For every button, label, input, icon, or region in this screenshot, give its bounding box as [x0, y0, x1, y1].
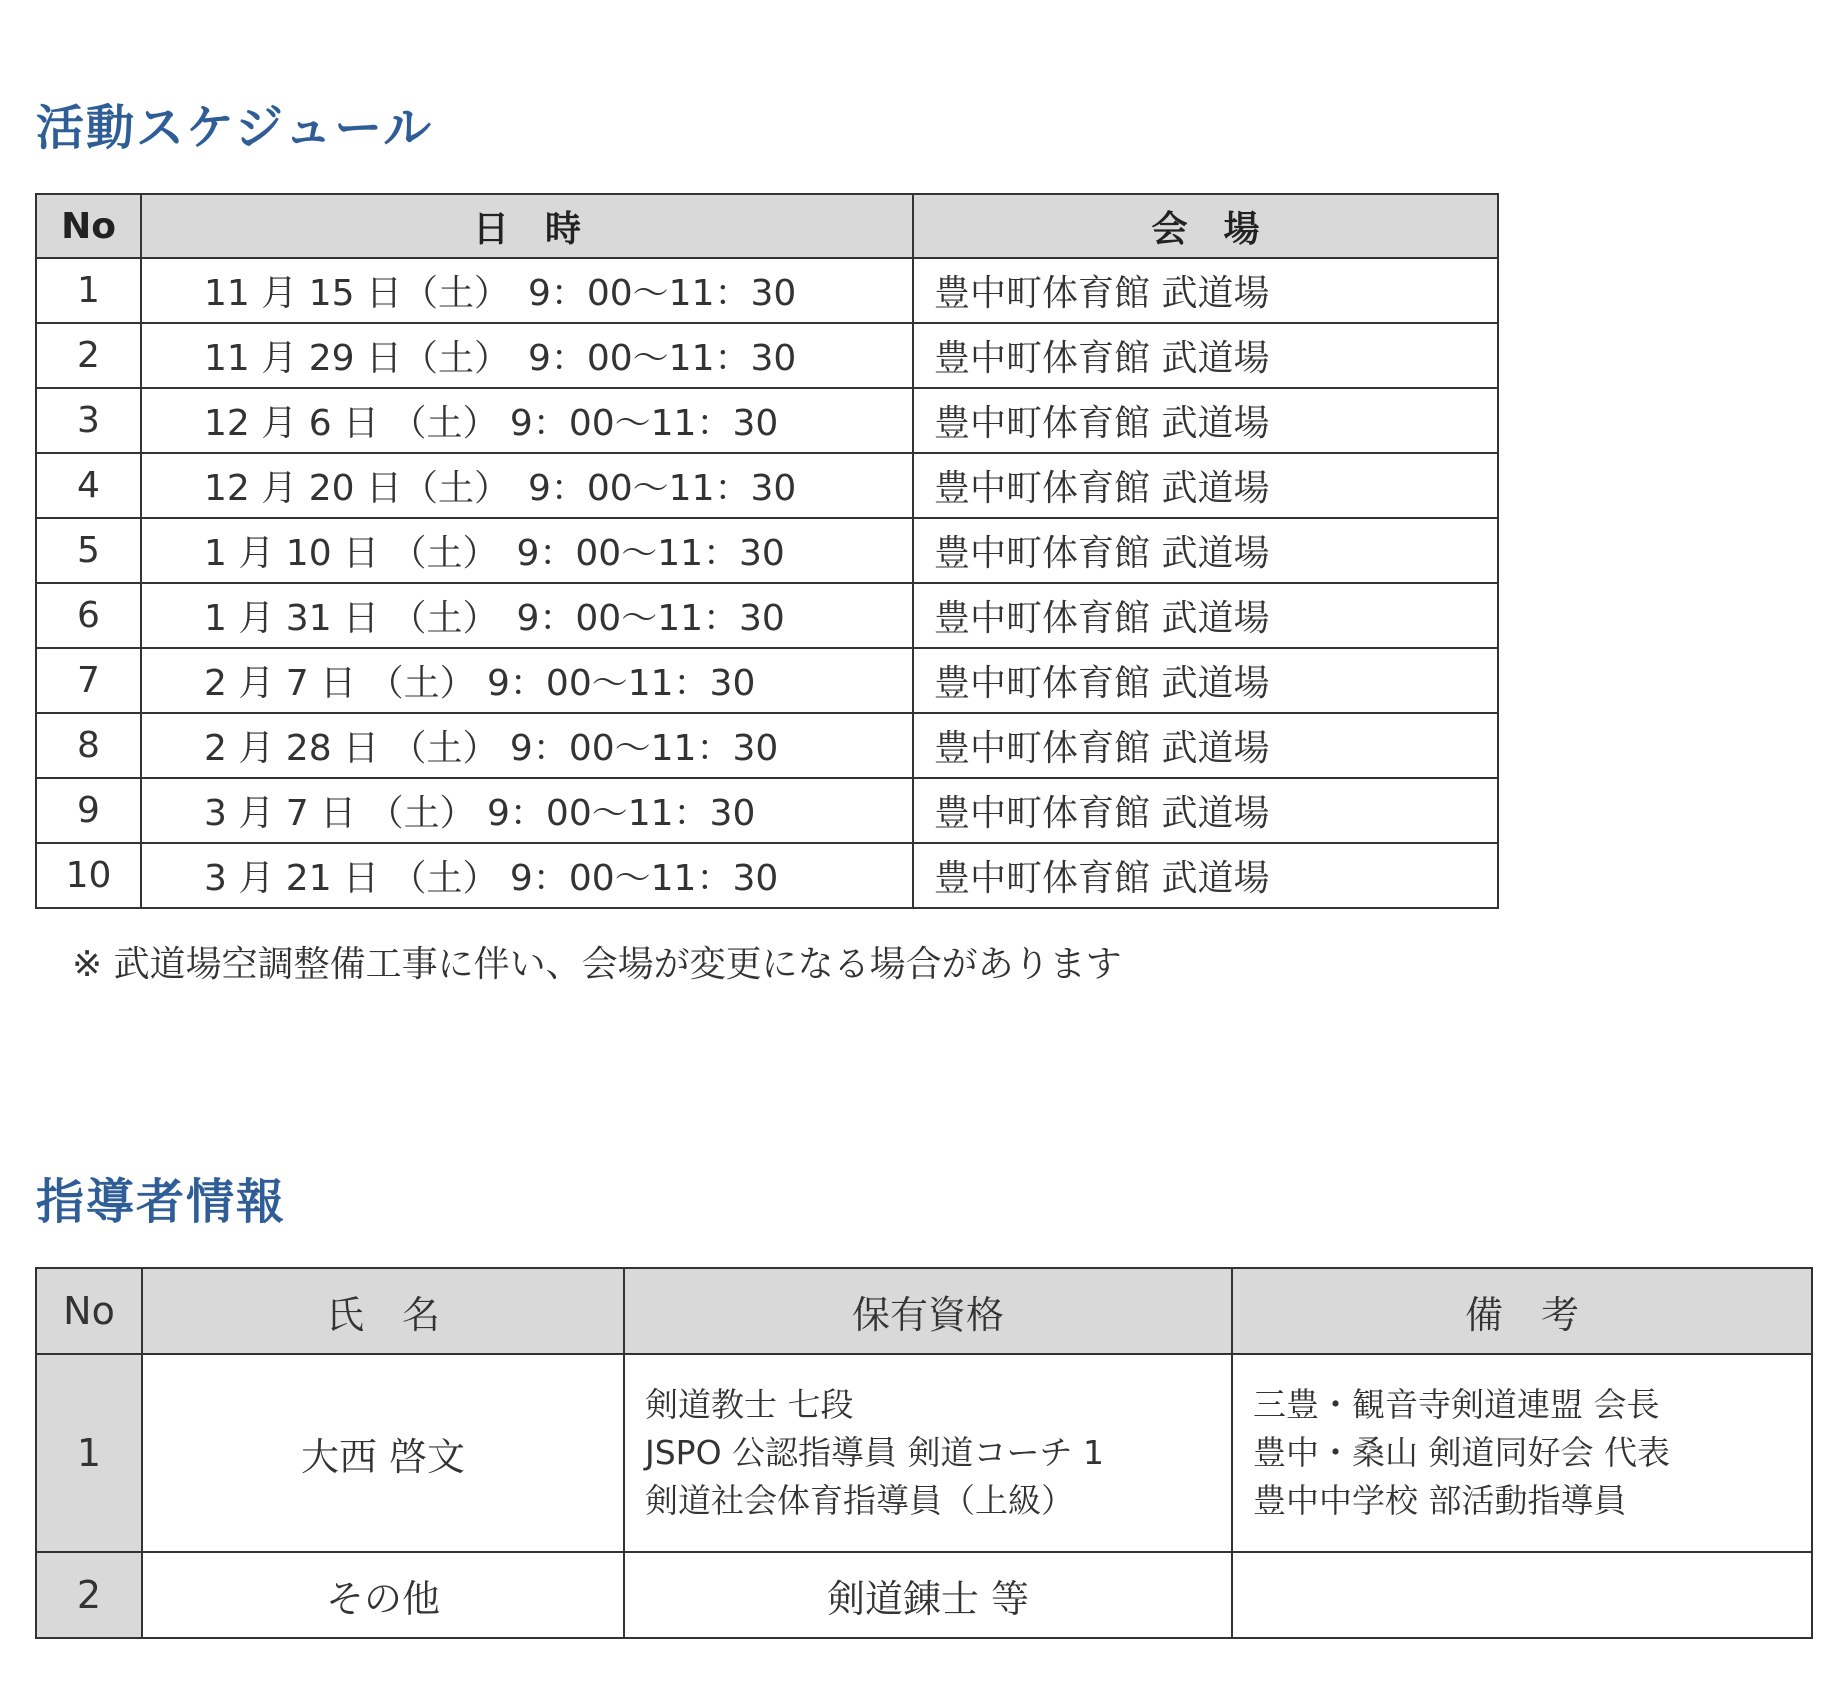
schedule-datetime: 1 月 31 日 （土） 9：00〜11：30	[141, 583, 913, 648]
table-row	[36, 843, 1498, 908]
instructor-header-remarks: 備 考	[1232, 1268, 1812, 1354]
schedule-venue: 豊中町体育館 武道場	[913, 648, 1498, 713]
table-row	[36, 778, 1498, 843]
instructor-qualifications	[624, 1354, 1232, 1552]
schedule-venue: 豊中町体育館 武道場	[913, 388, 1498, 453]
table-row	[36, 258, 1498, 323]
table-row	[36, 453, 1498, 518]
table-row	[36, 583, 1498, 648]
schedule-venue: 豊中町体育館 武道場	[913, 778, 1498, 843]
instructor-header-no: No	[36, 1268, 142, 1354]
schedule-datetime: 11 月 29 日（土） 9：00〜11：30	[141, 323, 913, 388]
table-row	[36, 1552, 1812, 1638]
instructor-header-name: 氏 名	[142, 1268, 624, 1354]
table-row	[36, 323, 1498, 388]
instructor-no: 1	[36, 1354, 142, 1552]
schedule-datetime: 2 月 7 日 （土） 9：00〜11：30	[141, 648, 913, 713]
remark-line: 豊中・桑山 剣道同好会 代表	[1253, 1433, 1670, 1472]
schedule-no: 8	[36, 713, 141, 778]
table-row	[36, 518, 1498, 583]
schedule-no: 10	[36, 843, 141, 908]
table-row	[36, 1354, 1812, 1552]
instructor-no: 2	[36, 1552, 142, 1638]
schedule-venue: 豊中町体育館 武道場	[913, 518, 1498, 583]
schedule-note: ※ 武道場空調整備工事に伴い、会場が変更になる場合があります	[72, 944, 1122, 985]
schedule-datetime: 12 月 20 日（土） 9：00〜11：30	[141, 453, 913, 518]
instructor-title: 指導者情報	[36, 1174, 287, 1230]
table-row	[36, 713, 1498, 778]
instructor-name: その他	[142, 1552, 624, 1638]
schedule-datetime: 2 月 28 日 （土） 9：00〜11：30	[141, 713, 913, 778]
schedule-no: 4	[36, 453, 141, 518]
schedule-datetime: 12 月 6 日 （土） 9：00〜11：30	[141, 388, 913, 453]
schedule-no: 6	[36, 583, 141, 648]
instructor-qualification: 剣道錬士 等	[624, 1552, 1232, 1638]
instructor-header-qualification: 保有資格	[624, 1268, 1232, 1354]
schedule-table	[35, 193, 1499, 909]
schedule-venue: 豊中町体育館 武道場	[913, 713, 1498, 778]
instructor-remarks	[1232, 1552, 1812, 1638]
schedule-venue: 豊中町体育館 武道場	[913, 258, 1498, 323]
schedule-no: 9	[36, 778, 141, 843]
schedule-no: 5	[36, 518, 141, 583]
remark-line: 豊中中学校 部活動指導員	[1253, 1481, 1627, 1520]
table-row	[36, 648, 1498, 713]
schedule-header-datetime: 日 時	[141, 194, 913, 258]
schedule-datetime: 11 月 15 日（土） 9：00〜11：30	[141, 258, 913, 323]
schedule-no: 7	[36, 648, 141, 713]
schedule-venue: 豊中町体育館 武道場	[913, 323, 1498, 388]
schedule-venue: 豊中町体育館 武道場	[913, 453, 1498, 518]
instructor-header-row	[36, 1268, 1812, 1354]
remark-line: 三豊・観音寺剣道連盟 会長	[1253, 1385, 1660, 1424]
instructor-name: 大西 啓文	[142, 1354, 624, 1552]
schedule-header-no: No	[36, 194, 141, 258]
qualification-line: 剣道社会体育指導員（上級）	[645, 1481, 1074, 1520]
instructor-remarks	[1232, 1354, 1812, 1552]
table-row	[36, 388, 1498, 453]
schedule-no: 3	[36, 388, 141, 453]
schedule-venue: 豊中町体育館 武道場	[913, 583, 1498, 648]
schedule-no: 1	[36, 258, 141, 323]
schedule-venue: 豊中町体育館 武道場	[913, 843, 1498, 908]
qualification-line: JSPO 公認指導員 剣道コーチ 1	[645, 1433, 1105, 1472]
schedule-header-venue: 会 場	[913, 194, 1498, 258]
schedule-datetime: 3 月 7 日 （土） 9：00〜11：30	[141, 778, 913, 843]
schedule-header-row	[36, 194, 1498, 258]
instructor-table	[35, 1267, 1813, 1639]
schedule-datetime: 3 月 21 日 （土） 9：00〜11：30	[141, 843, 913, 908]
schedule-no: 2	[36, 323, 141, 388]
schedule-datetime: 1 月 10 日 （土） 9：00〜11：30	[141, 518, 913, 583]
schedule-title: 活動スケジュール	[36, 100, 434, 156]
qualification-line: 剣道教士 七段	[645, 1385, 854, 1424]
